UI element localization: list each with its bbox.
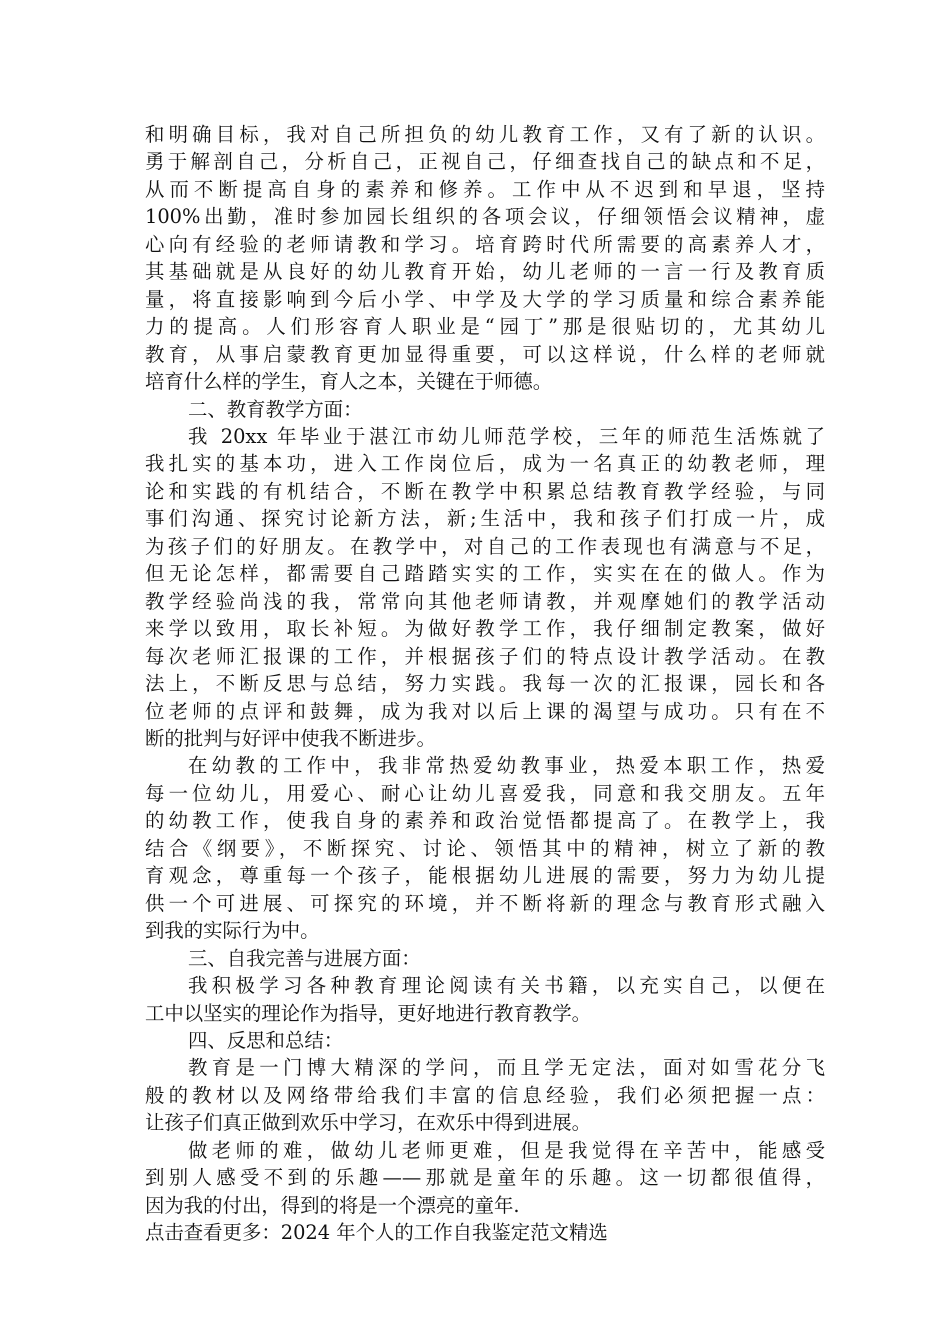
text-line: 工中以坚实的理论作为指导，更好地进行教育教学。 (145, 1001, 591, 1025)
text-line: 结合《纲要》，不断探究、讨论、领悟其中的精神，树立了新的教 (145, 836, 825, 860)
text-line: 在幼教的工作中，我非常热爱幼教事业，热爱本职工作，热爱 (188, 754, 825, 778)
text-line: 论和实践的有机结合，不断在教学中积累总结教育教学经验，与同 (145, 479, 825, 503)
text-line: 和明确目标，我对自己所担负的幼儿教育工作，又有了新的认识。 (145, 123, 825, 146)
text-line: 量，将直接影响到今后小学、中学及大学的学习质量和综合素养能 (145, 287, 825, 311)
text-line: 我扎实的基本功，进入工作岗位后，成为一名真正的幼教老师，理 (145, 452, 825, 476)
text-line: 每次老师汇报课的工作，并根据孩子们的特点设计教学活动。在教 (145, 644, 825, 668)
text-line: 心向有经验的老师请教和学习。培育跨时代所需要的高素养人才， (145, 232, 825, 256)
text-line: 事们沟通、探究讨论新方法，新;生活中，我和孩子们打成一片，成 (145, 507, 825, 531)
text-line: 为孩子们的好朋友。在教学中，对自己的工作表现也有满意与不足， (145, 534, 825, 558)
text-line: 育观念，尊重每一个孩子，能根据幼儿进展的需要，努力为幼儿提 (145, 864, 825, 888)
text-line: 供一个可进展、可探究的环境，并不断将新的理念与教育形式融入 (145, 891, 825, 915)
text-line: 力的提高。人们形容育人职业是“园丁”那是很贴切的，尤其幼儿 (145, 315, 825, 339)
text-line: 位老师的点评和鼓舞，成为我对以后上课的渴望与成功。只有在不 (145, 699, 825, 723)
text-line: 每一位幼儿，用爱心、耐心让幼儿喜爱我，同意和我交朋友。五年 (145, 781, 825, 805)
text-line: 教育，从事启蒙教育更加显得重要，可以这样说，什么样的老师就 (145, 342, 825, 366)
more-articles-link[interactable]: 点击查看更多：2024 年个人的工作自我鉴定范文精选 (145, 1221, 608, 1245)
text-line: 从而不断提高自身的素养和修养。工作中从不迟到和早退，坚持 (145, 177, 825, 201)
text-line: 我 20xx 年毕业于湛江市幼儿师范学校，三年的师范生活炼就了 (188, 424, 825, 448)
section-heading-reflection: 四、反思和总结： (188, 1028, 344, 1052)
text-line: 做老师的难，做幼儿老师更难，但是我觉得在辛苦中，能感受 (188, 1138, 825, 1162)
article-body (145, 121, 825, 1247)
text-line: 教学经验尚浅的我，常常向其他老师请教，并观摩她们的教学活动 (145, 589, 825, 613)
text-line: 100%出勤，准时参加园长组织的各项会议，仔细领悟会议精神，虚 (145, 205, 825, 229)
text-line: 因为我的付出，得到的将是一个漂亮的童年. (145, 1193, 520, 1217)
section-heading-teaching: 二、教育教学方面： (188, 397, 363, 421)
text-line: 断的批判与好评中使我不断进步。 (145, 726, 436, 750)
text-line: 到别人感受不到的乐趣——那就是童年的乐趣。这一切都很值得， (145, 1166, 825, 1190)
text-line: 让孩子们真正做到欢乐中学习，在欢乐中得到进展。 (145, 1111, 591, 1135)
text-line: 但无论怎样，都需要自己踏踏实实的工作，实实在在的做人。作为 (145, 562, 825, 586)
section-heading-self-improvement: 三、自我完善与进展方面： (188, 946, 421, 970)
text-line: 般的教材以及网络带给我们丰富的信息经验，我们必须把握一点： (145, 1083, 825, 1107)
text-line: 培育什么样的学生，育人之本，关键在于师德。 (145, 370, 553, 394)
text-line: 法上，不断反思与总结，努力实践。我每一次的汇报课，园长和各 (145, 672, 825, 696)
text-line: 其基础就是从良好的幼儿教育开始，幼儿老师的一言一行及教育质 (145, 260, 825, 284)
text-line: 到我的实际行为中。 (145, 919, 320, 943)
text-line: 来学以致用，取长补短。为做好教学工作，我仔细制定教案，做好 (145, 617, 825, 641)
text-line: 勇于解剖自己，分析自己，正视自己，仔细查找自己的缺点和不足， (145, 150, 825, 174)
text-line: 教育是一门博大精深的学问，而且学无定法，面对如雪花分飞 (188, 1056, 825, 1080)
text-line: 我积极学习各种教育理论阅读有关书籍，以充实自己，以便在 (188, 974, 825, 998)
text-line: 的幼教工作，使我自身的素养和政治觉悟都提高了。在教学上，我 (145, 809, 825, 833)
